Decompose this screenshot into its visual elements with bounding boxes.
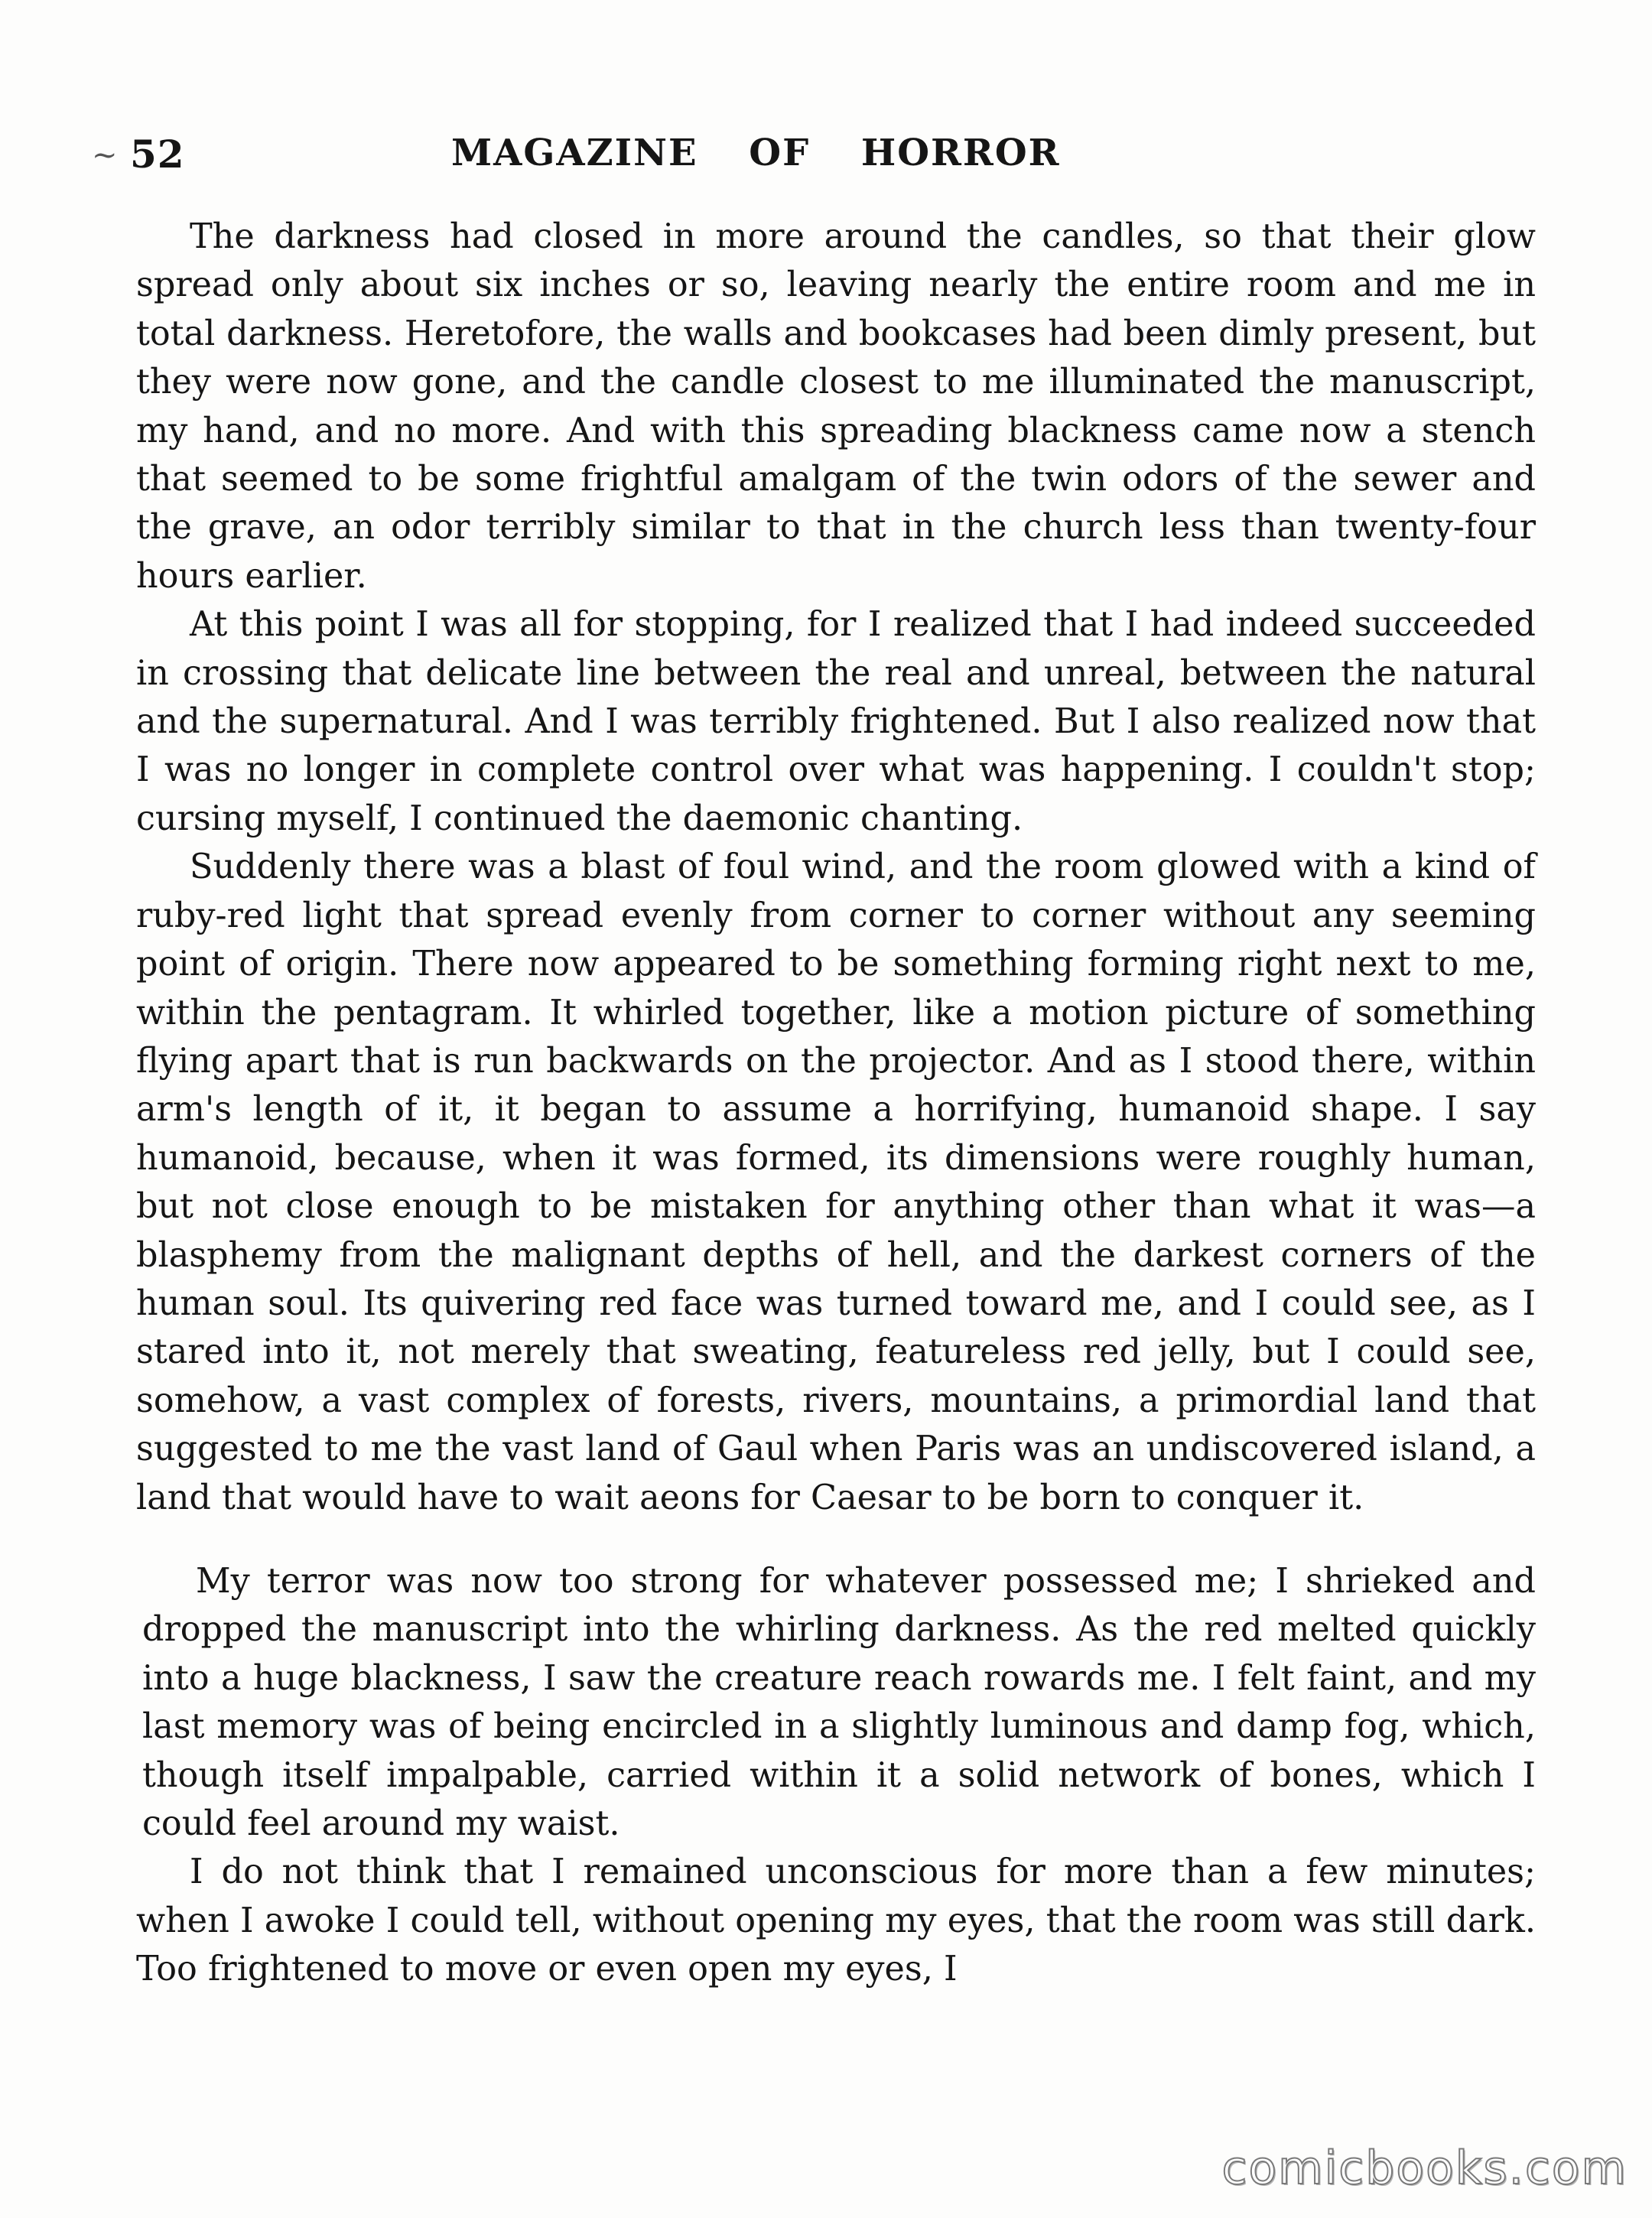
page-header — [92, 132, 1545, 185]
paragraph: I do not think that I remained unconscious for more than a few minutes; when I awoke I could tell, without opening my eyes, that the room was still dark. Too frightened to move or even open my eyes, I — [136, 1852, 1536, 1989]
story-text — [136, 213, 1536, 1994]
margin-mark: ~ — [92, 138, 118, 173]
running-title: MAGAZINE OF HORROR — [451, 132, 1061, 174]
paragraph: Suddenly there was a blast of foul wind, and the room glowed with a kind of ruby-red light that spread evenly from corner to corner without any seeming point of origin. There now appeared to be something forming right next to me, within the pentagram. It whirled together, like a motion picture of something flying apart that is run backwards on the projector. And as I stood there, within arm's length of it, it began to assume a horrifying, humanoid shape. I say humanoid, because, when it was formed, its dimensions were roughly human, but not close enough to be mistaken for anything other than what it was—a blasphemy from the malignant depths of hell, and the darkest corners of the human soul. Its quivering red face was turned toward me, and I could see, as I stared into it, not merely that sweating, featureless red jelly, but I could see, somehow, a vast complex of forests, rivers, mountains, a primordial land that suggested to me the vast land of Gaul when Paris was an undiscovered island, a land that would have to wait aeons for Caesar to be born to conquer it. — [136, 847, 1536, 1517]
page-number: 52 — [130, 132, 185, 177]
watermark-logo: comicbooks.com — [1221, 2142, 1628, 2195]
paragraph: At this point I was all for stopping, for I realized that I had indeed succeeded in crossing that delicate line between the real and unreal, between the natural and the supernatural. And I was terribly frightened. But I also realized now that I was no longer in complete control over what was happening. I couldn't stop; cursing myself, I continued the daemonic chanting. — [136, 605, 1536, 838]
paragraph: The darkness had closed in more around the candles, so that their glow spread only about six inches or so, leaving nearly the entire room and me in total darkness. Heretofore, the walls and bookcases had been dimly present, but they were now gone, and the candle closest to me illuminated the manuscript, my hand, and no more. And with this spreading blackness came now a stench that seemed to be some frightful amalgam of the twin odors of the sewer and the grave, an odor terribly similar to that in the church less than twenty-four hours earlier. — [136, 217, 1536, 596]
paragraph: My terror was now too strong for whatever possessed me; I shrieked and dropped the manuscript into the whirling darkness. As the red melted quickly into a huge blackness, I saw the creature reach rowards me. I felt faint, and my last memory was of being encircled in a slightly luminous and damp fog, which, though itself impalpable, carried within it a solid network of bones, which I could feel around my waist. — [142, 1561, 1536, 1843]
